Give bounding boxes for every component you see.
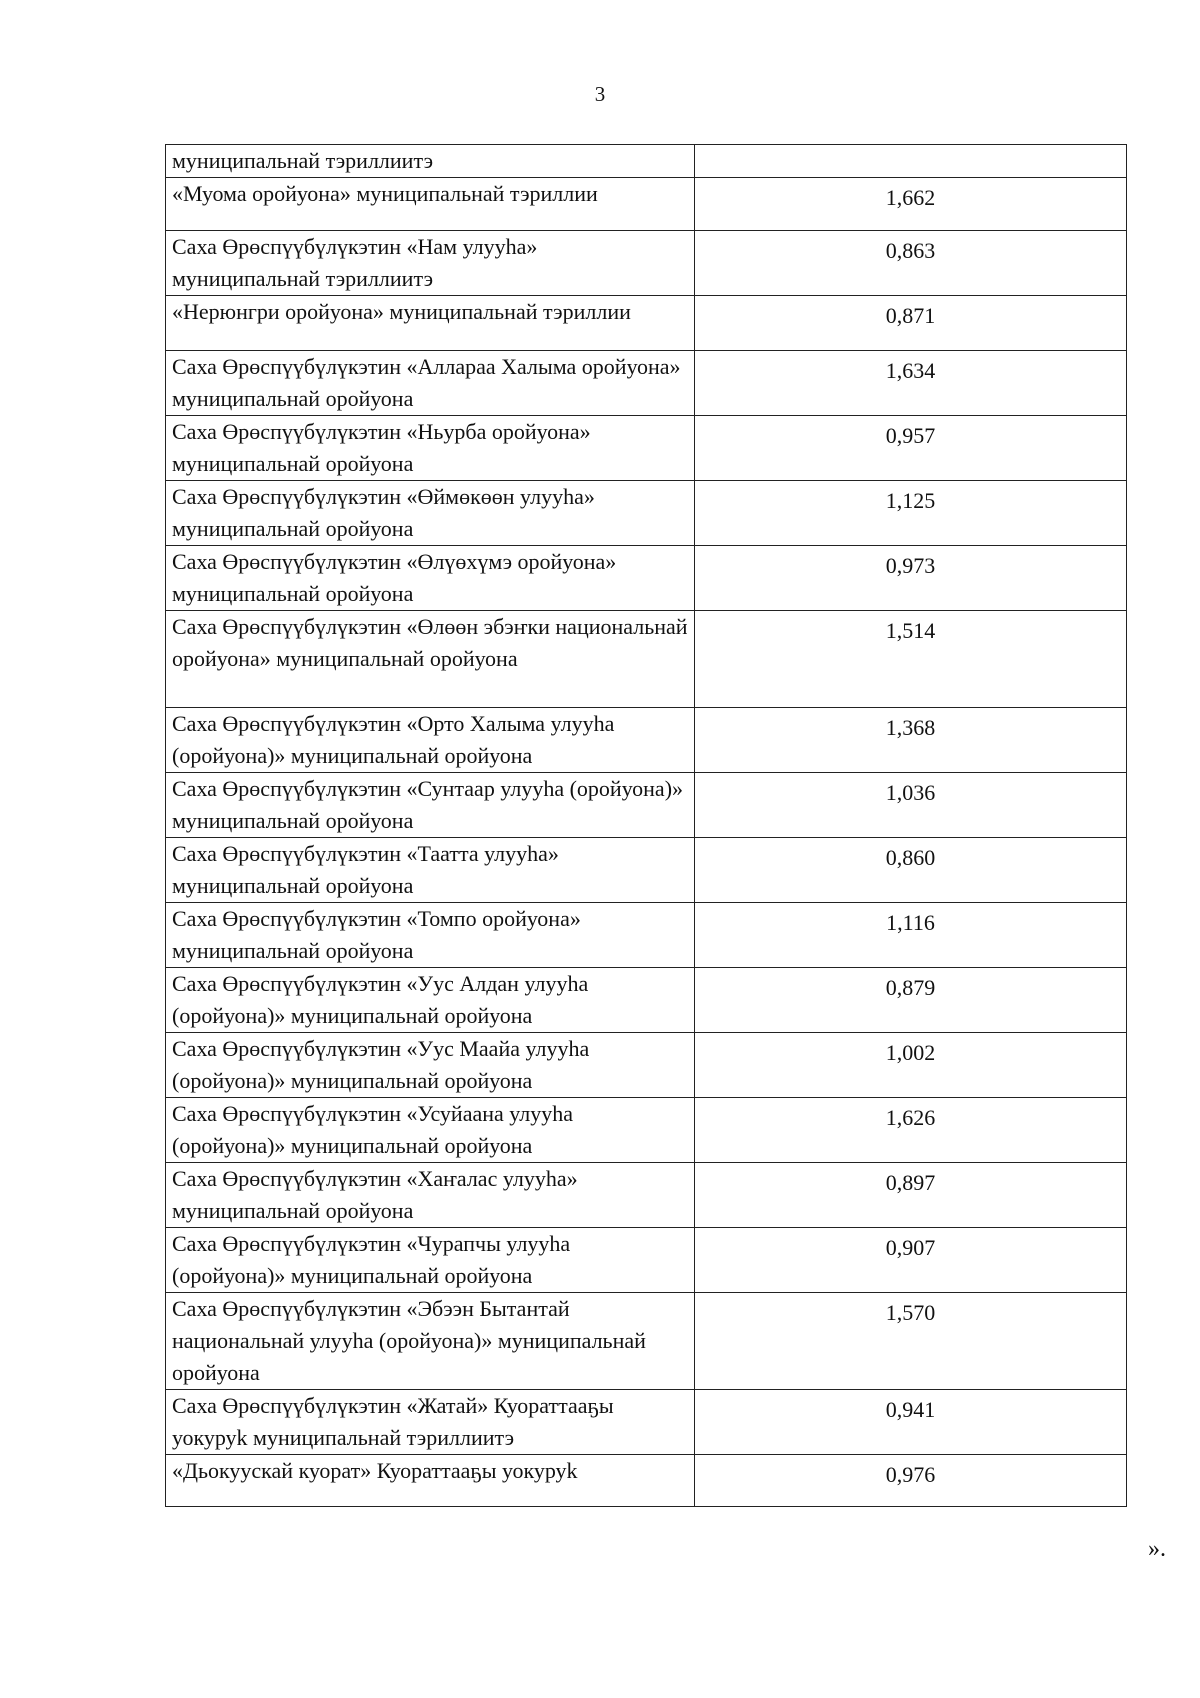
coefficient-value: 1,002: [885, 1040, 936, 1065]
municipality-name-cell: Саха Өрөспүүбүлүкэтин «Жатай» Куораттааҕы уокуруk муниципальнай тэриллиитэ: [166, 1390, 695, 1455]
coefficient-value: 0,973: [885, 553, 936, 578]
municipality-name-cell: Саха Өрөспүүбүлүкэтин «Аллараа Халыма оройуона» муниципальнай оройуона: [166, 351, 695, 416]
coefficient-value-cell: [695, 1293, 1127, 1390]
table-row: [166, 296, 1127, 351]
municipality-name-cell: Саха Өрөспүүбүлүкэтин «Уус Маайа улууһа (оройуона)» муниципальнай оройуона: [166, 1033, 695, 1098]
coefficient-value: 1,634: [885, 358, 936, 383]
municipality-name-cell: Саха Өрөспүүбүлүкэтин «Томпо оройуона» муниципальнай оройуона: [166, 903, 695, 968]
coefficient-value: 0,871: [885, 303, 936, 328]
coefficient-value: 1,626: [885, 1105, 936, 1130]
table-row: [166, 1163, 1127, 1228]
coefficient-value: 1,570: [885, 1300, 936, 1325]
table-row: [166, 968, 1127, 1033]
table-row: [166, 903, 1127, 968]
coefficient-value-cell: [695, 351, 1127, 416]
coefficient-value: 0,941: [885, 1397, 936, 1422]
coefficient-value: 0,879: [885, 975, 936, 1000]
table-row: [166, 351, 1127, 416]
coefficient-value: 1,036: [885, 780, 936, 805]
municipality-name-cell: Саха Өрөспүүбүлүкэтин «Сунтаар улууһа (оройуона)» муниципальнай оройуона: [166, 773, 695, 838]
table-row: [166, 416, 1127, 481]
municipality-name-cell: Саха Өрөспүүбүлүкэтин «Чурапчы улууһа (оройуона)» муниципальнай оройуона: [166, 1228, 695, 1293]
municipality-name-cell: Саха Өрөспүүбүлүкэтин «Өлөөн эбэҥки национальнай оройуона» муниципальнай оройуона: [166, 611, 695, 708]
municipality-name-cell: Саха Өрөспүүбүлүкэтин «Ньурба оройуона» муниципальнай оройуона: [166, 416, 695, 481]
coefficient-value-cell: [695, 838, 1127, 903]
coefficient-value-cell: [695, 296, 1127, 351]
table-row: [166, 1228, 1127, 1293]
municipality-name-cell: Саха Өрөспүүбүлүкэтин «Усуйаана улууһа (оройуона)» муниципальнай оройуона: [166, 1098, 695, 1163]
coefficient-value-cell: [695, 1390, 1127, 1455]
table-row: [166, 481, 1127, 546]
coefficient-value-cell: [695, 1033, 1127, 1098]
coefficient-value-cell: [695, 708, 1127, 773]
municipality-name-cell: «Нерюнгри оройуона» муниципальнай тэриллии: [166, 296, 695, 351]
coefficient-value: 1,116: [886, 910, 935, 935]
coefficient-value: 1,125: [885, 488, 936, 513]
municipality-name-cell: Саха Өрөспүүбүлүкэтин «Өймөкөөн улууһа» муниципальнай оройуона: [166, 481, 695, 546]
coefficient-value-cell: [695, 546, 1127, 611]
municipality-name-cell: «Дьокуускай куорат» Куораттааҕы уокуруk: [166, 1455, 695, 1507]
coefficient-value: 0,907: [885, 1235, 936, 1260]
coefficient-value: 0,860: [885, 845, 936, 870]
table-row: [166, 1033, 1127, 1098]
municipality-name-cell: Саха Өрөспүүбүлүкэтин «Орто Халыма улууһа (оройуона)» муниципальнай оройуона: [166, 708, 695, 773]
coefficient-value-cell: [695, 231, 1127, 296]
municipality-name-cell: Саха Өрөспүүбүлүкэтин «Таатта улууһа» муниципальнай оройуона: [166, 838, 695, 903]
coefficient-value-cell: [695, 178, 1127, 231]
closing-quote-mark: ».: [1148, 1536, 1166, 1562]
municipality-name-cell: Саха Өрөспүүбүлүкэтин «Уус Алдан улууһа (оройуона)» муниципальнай оройуона: [166, 968, 695, 1033]
table-row: [166, 773, 1127, 838]
municipality-name-cell: Саха Өрөспүүбүлүкэтин «Нам улууһа» муниципальнай тэриллиитэ: [166, 231, 695, 296]
table-row: [166, 1098, 1127, 1163]
coefficient-value-cell: [695, 1163, 1127, 1228]
table-row: [166, 178, 1127, 231]
municipality-name-cell: муниципальнай тэриллиитэ: [166, 145, 695, 178]
coefficient-value-cell: [695, 416, 1127, 481]
coefficient-value-cell: [695, 611, 1127, 708]
coefficient-value: 1,368: [885, 715, 936, 740]
page-number: 3: [594, 82, 606, 106]
table-row: [166, 838, 1127, 903]
municipality-name-cell: «Муома оройуона» муниципальнай тэриллии: [166, 178, 695, 231]
coefficient-value-cell: [695, 968, 1127, 1033]
coefficient-value: 0,863: [885, 238, 936, 263]
coefficient-value: 0,976: [885, 1462, 936, 1487]
table-row: [166, 708, 1127, 773]
coefficient-value-cell: [695, 1455, 1127, 1507]
table-row: [166, 1293, 1127, 1390]
coefficient-value: 0,957: [885, 423, 936, 448]
table-row: [166, 546, 1127, 611]
table-row: [166, 145, 1127, 178]
coefficient-value-cell: [695, 1098, 1127, 1163]
coefficient-value: 0,897: [885, 1170, 936, 1195]
municipality-name-cell: Саха Өрөспүүбүлүкэтин «Хаҥалас улууһа» муниципальнай оройуона: [166, 1163, 695, 1228]
municipality-name-cell: Саха Өрөспүүбүлүкэтин «Өлүөхүмэ оройуона» муниципальнай оройуона: [166, 546, 695, 611]
municipality-name-cell: Саха Өрөспүүбүлүкэтин «Эбээн Бытантай национальнай улууһа (оройуона)» муниципальнай оройуона: [166, 1293, 695, 1390]
coefficient-value: 1,662: [885, 185, 936, 210]
coefficient-value-cell: [695, 145, 1127, 178]
table-row: [166, 611, 1127, 708]
coefficient-table: [165, 144, 1127, 1507]
table-row: [166, 1390, 1127, 1455]
coefficient-value: 1,514: [885, 618, 936, 643]
coefficient-value-cell: [695, 1228, 1127, 1293]
table-row: [166, 1455, 1127, 1507]
coefficient-value-cell: [695, 773, 1127, 838]
coefficient-value-cell: [695, 481, 1127, 546]
table-row: [166, 231, 1127, 296]
coefficient-value-cell: [695, 903, 1127, 968]
